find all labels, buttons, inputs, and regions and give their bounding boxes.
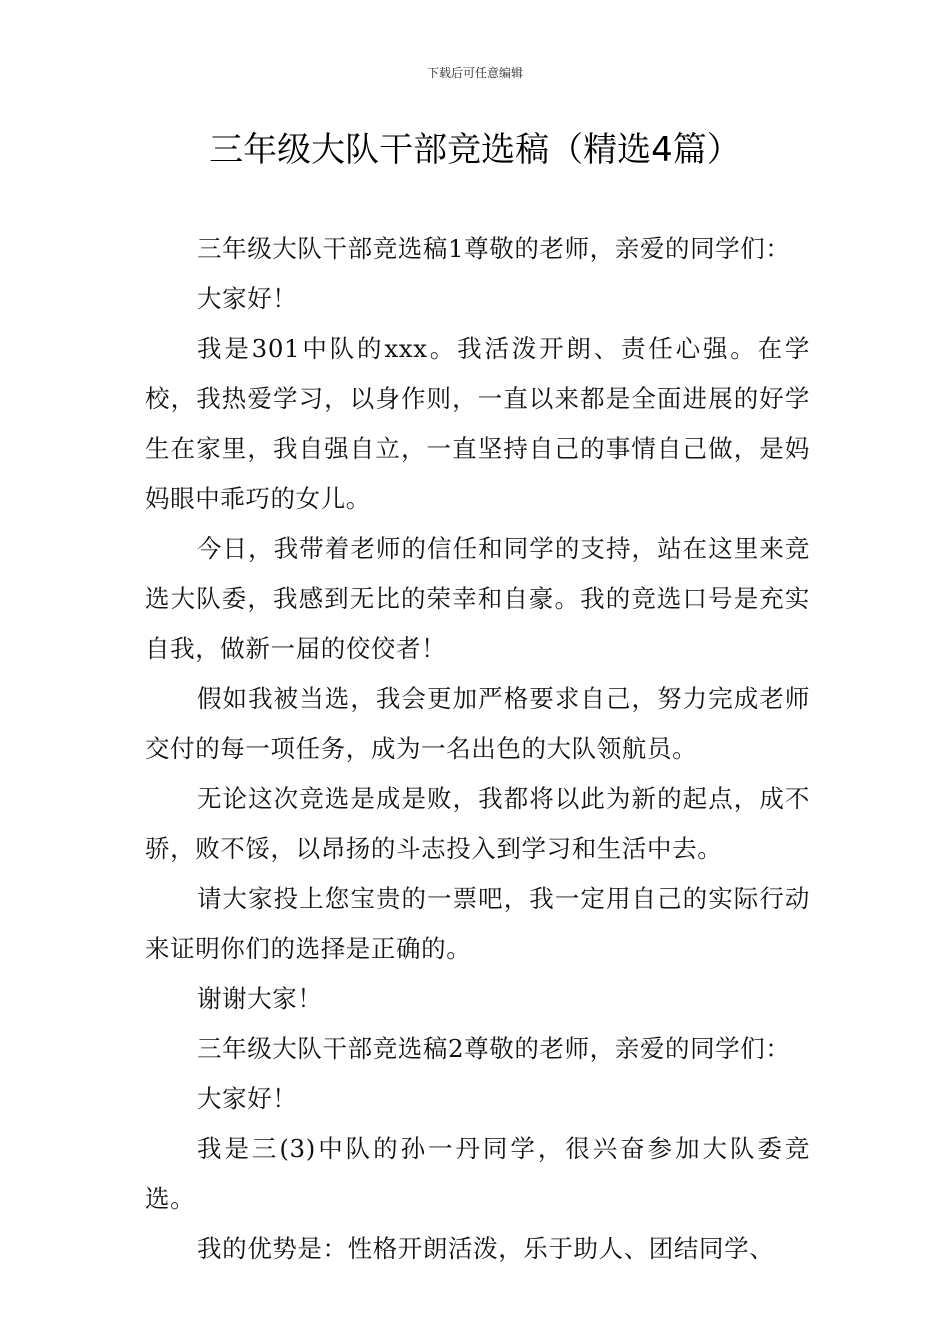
paragraph-6: 无论这次竞选是成是败，我都将以此为新的起点，成不骄，败不馁，以昂扬的斗志投入到学习和生活中去。 — [145, 784, 810, 863]
paragraph-1: 三年级大队干部竞选稿1尊敬的老师，亲爱的同学们： — [197, 234, 791, 263]
paragraph-8: 谢谢大家！ — [197, 984, 323, 1013]
paragraph-11: 我是三(3)中队的孙一丹同学，很兴奋参加大队委竞选。 — [145, 1134, 810, 1213]
paragraph-10: 大家好！ — [197, 1084, 298, 1113]
header-note: 下载后可任意编辑 — [426, 66, 523, 80]
paragraph-9: 三年级大队干部竞选稿2尊敬的老师，亲爱的同学们： — [197, 1034, 791, 1063]
paragraph-4: 今日，我带着老师的信任和同学的支持，站在这里来竞选大队委，我感到无比的荣幸和自豪。我的竞选口号是充实自我，做新一届的佼佼者！ — [145, 534, 810, 663]
paragraph-7: 请大家投上您宝贵的一票吧，我一定用自己的实际行动来证明你们的选择是正确的。 — [145, 884, 810, 963]
paragraph-3: 我是301中队的xxx。我活泼开朗、责任心强。在学校，我热爱学习，以身作则，一直以来都是全面进展的好学生在家里，我自强自立，一直坚持自己的事情自己做，是妈妈眼中乖巧的女儿。 — [145, 334, 810, 513]
paragraph-2: 大家好！ — [197, 284, 298, 313]
paragraph-12: 我的优势是：性格开朗活泼，乐于助人、团结同学、 — [197, 1234, 775, 1263]
document-body — [145, 224, 810, 1274]
document-title: 三年级大队干部竞选稿（精选4篇） — [209, 130, 741, 170]
paragraph-5: 假如我被当选，我会更加严格要求自己，努力完成老师交付的每一项任务，成为一名出色的大队领航员。 — [145, 684, 810, 763]
